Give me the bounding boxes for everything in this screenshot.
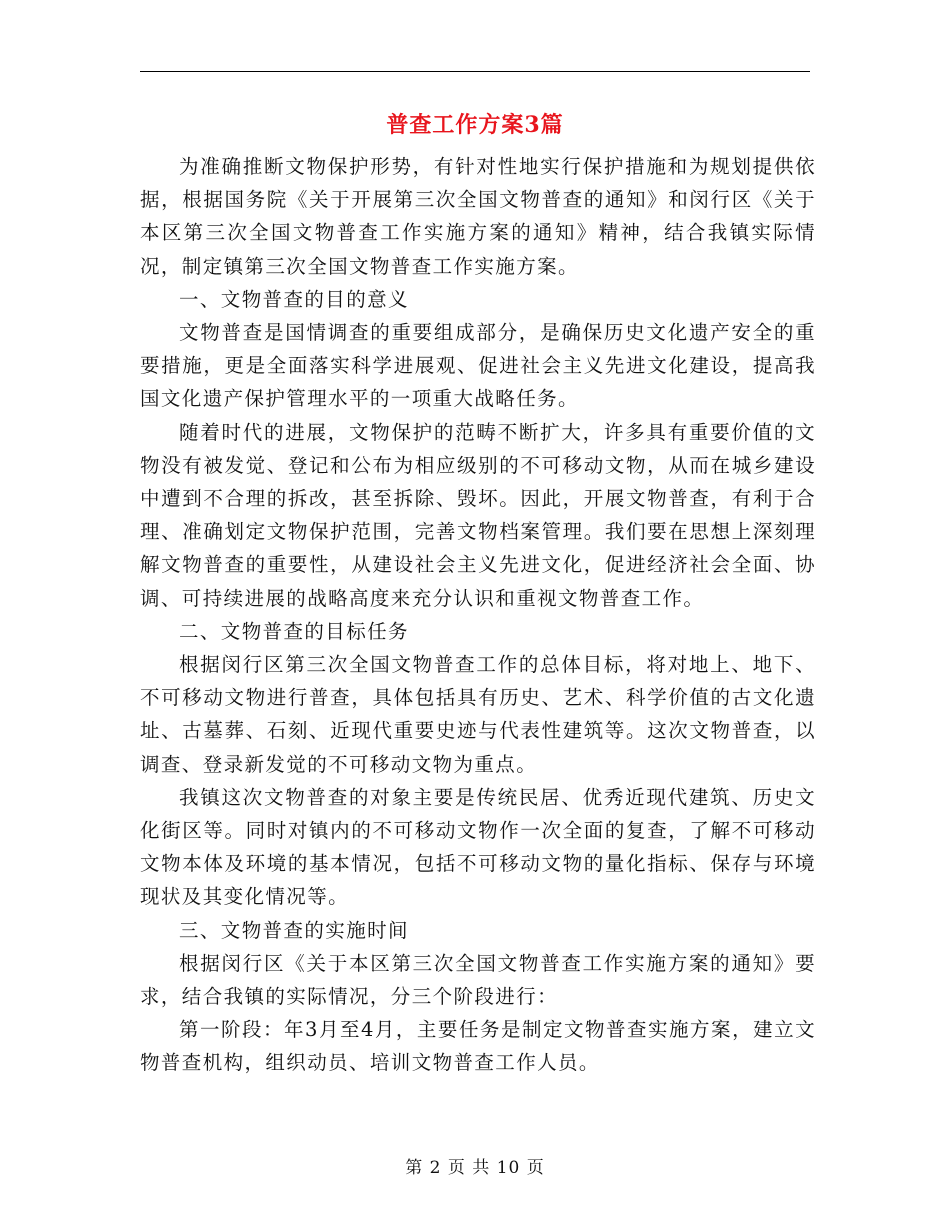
paragraph: 文物普查是国情调查的重要组成部分，是确保历史文化遗产安全的重要措施，更是全面落实科学进展观、促进社会主义先进文化建设，提高我国文化遗产保护管理水平的一项重大战略任务。 [140,321,816,411]
section-heading-2: 二、文物普查的目标任务 [179,619,409,643]
paragraph-intro: 为准确推断文物保护形势，有针对性地实行保护措施和为规划提供依据，根据国务院《关于开展第三次全国文物普查的通知》和闵行区《关于本区第三次全国文物普查工作实施方案的通知》精神，结合我镇实际情况，制定镇第三次全国文物普查工作实施方案。 [140,155,816,278]
section-heading-3: 三、文物普查的实施时间 [179,918,409,942]
paragraph: 根据闵行区《关于本区第三次全国文物普查工作实施方案的通知》要求，结合我镇的实际情况，分三个阶段进行： [140,951,816,1009]
paragraph: 第一阶段：年3月至4月，主要任务是制定文物普查实施方案，建立文物普查机构，组织动员、培训文物普查工作人员。 [140,1018,816,1075]
document-body [140,150,816,1080]
document-title: 普查工作方案3篇 [386,112,564,138]
paragraph: 我镇这次文物普查的对象主要是传统民居、优秀近现代建筑、历史文化街区等。同时对镇内的不可移动文物作一次全面的复查，了解不可移动文物本体及环境的基本情况，包括不可移动文物的量化指标、保存与环境现状及其变化情况等。 [140,785,816,909]
paragraph: 随着时代的进展，文物保护的范畴不断扩大，许多具有重要价值的文物没有被发觉、登记和公布为相应级别的不可移动文物，从而在城乡建设中遭到不合理的拆改，甚至拆除、毁坏。因此，开展文物普查，有利于合理、准确划定文物保护范围，完善文物档案管理。我们要在思想上深刻理解文物普查的重要性，从建设社会主义先进文化，促进经济社会全面、协调、可持续进展的战略高度来充分认识和重视文物普查工作。 [140,420,816,610]
paragraph: 根据闵行区第三次全国文物普查工作的总体目标，将对地上、地下、不可移动文物进行普查，具体包括具有历史、艺术、科学价值的古文化遗址、古墓葬、石刻、近现代重要史迹与代表性建筑等。这次文物普查，以调查、登录新发觉的不可移动文物为重点。 [140,653,816,776]
page-number: 第 2 页 共 10 页 [405,1158,545,1178]
header-rule [140,71,810,72]
section-heading-1: 一、文物普查的目的意义 [179,287,409,311]
